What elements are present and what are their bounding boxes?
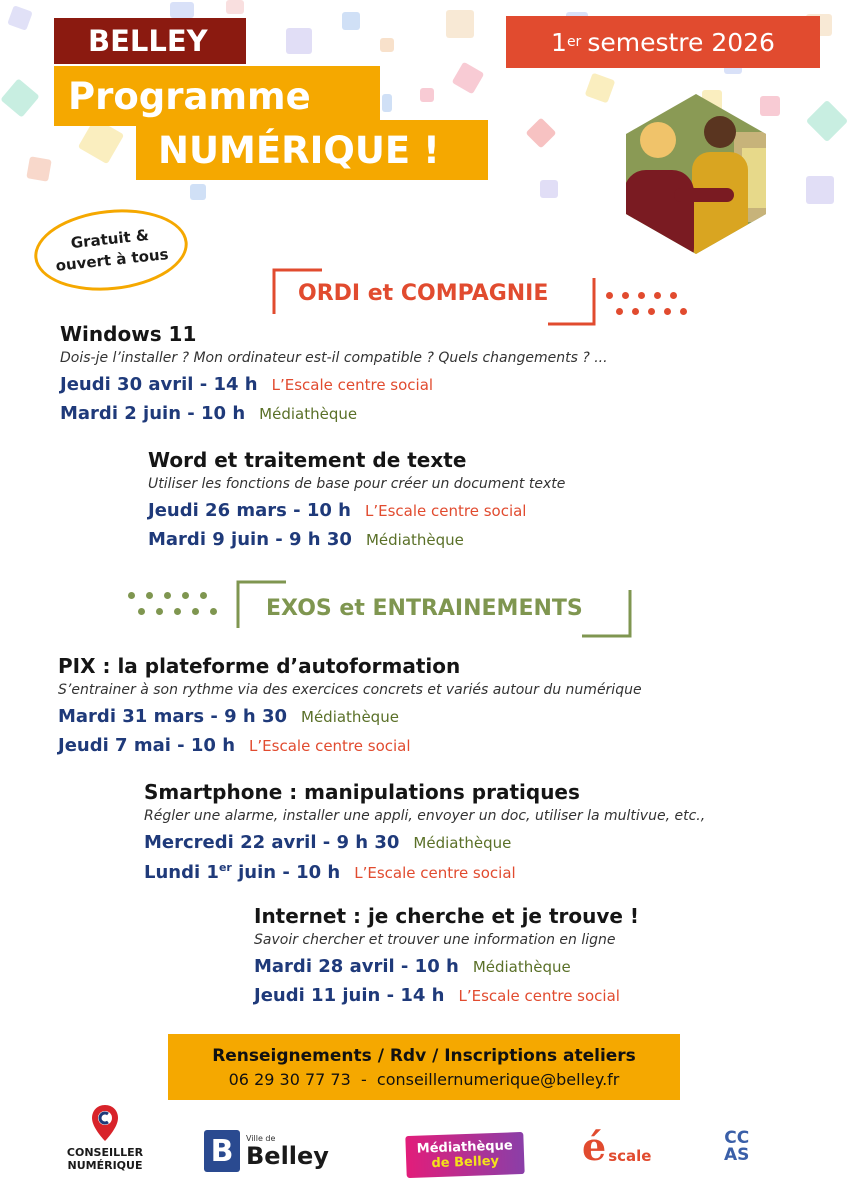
session-date: Jeudi 11 juin - 14 h — [254, 985, 445, 1006]
belley-big: Belley — [246, 1141, 329, 1170]
title-tag-line2 — [136, 120, 488, 180]
city-tag — [54, 18, 246, 64]
session-row — [144, 861, 705, 883]
session-date — [144, 861, 340, 883]
title-tag-line1 — [54, 66, 380, 126]
workshop-title: Word et traitement de texte — [148, 448, 467, 472]
contact-line — [229, 1070, 620, 1089]
session-row — [148, 500, 565, 521]
ccas-line2: AS — [724, 1145, 750, 1165]
conseiller-numerique-logo — [62, 1104, 148, 1172]
session-row — [60, 374, 608, 395]
session-row — [148, 529, 565, 550]
session-place: Médiathèque — [413, 834, 512, 852]
contact-separator: - — [360, 1069, 367, 1089]
escale-text: scale — [608, 1146, 652, 1165]
media-line1: Médiathèque — [416, 1138, 513, 1157]
workshop-internet — [254, 904, 639, 1006]
session-place: L’Escale centre social — [249, 737, 411, 755]
semester-tag — [506, 16, 820, 68]
belley-b-icon: B — [204, 1130, 240, 1172]
session-place: L’Escale centre social — [458, 987, 620, 1005]
badge-line2: ouvert à tous — [54, 245, 170, 275]
workshop-word — [148, 448, 565, 550]
session-row — [60, 403, 608, 424]
workshop-smartphone — [144, 780, 705, 883]
session-date: Jeudi 30 avril - 14 h — [60, 374, 258, 395]
free-badge — [30, 202, 192, 298]
workshop-windows — [60, 322, 608, 424]
ville-de-belley-logo — [204, 1130, 329, 1172]
session-date-prefix: Lundi 1 — [144, 862, 219, 883]
belley-small: Ville de — [246, 1133, 276, 1143]
session-row — [254, 985, 639, 1006]
title-line1: Programme — [68, 74, 311, 118]
contact-phone[interactable]: 06 29 30 77 73 — [228, 1069, 351, 1089]
workshop-subtitle: Utiliser les fonctions de base pour créer un document texte — [148, 476, 566, 492]
workshop-title: PIX : la plateforme d’autoformation — [58, 654, 461, 678]
workshop-pix — [58, 654, 642, 756]
cn-line2: NUMÉRIQUE — [67, 1159, 143, 1172]
session-place: Médiathèque — [365, 531, 464, 549]
session-date: Mardi 28 avril - 10 h — [254, 956, 459, 977]
session-date: Mardi 9 juin - 9 h 30 — [148, 529, 352, 550]
workshop-subtitle: Savoir chercher et trouver une information en ligne — [254, 932, 616, 948]
media-line2: de Belley — [431, 1153, 500, 1172]
session-date: Jeudi 26 mars - 10 h — [148, 500, 351, 521]
badge-line1: Gratuit & — [69, 226, 150, 253]
session-date-sup: er — [218, 861, 232, 874]
semester-text: semestre 2026 — [587, 27, 775, 57]
map-pin-icon — [91, 1104, 119, 1142]
ccas-line1: CC — [724, 1128, 750, 1148]
city-name: BELLEY — [88, 24, 208, 58]
contact-box — [168, 1034, 680, 1100]
session-date: Jeudi 7 mai - 10 h — [58, 735, 236, 756]
title-line2: NUMÉRIQUE ! — [158, 128, 440, 172]
ccas-logo — [724, 1130, 749, 1164]
section2-title: EXOS et ENTRAINEMENTS — [266, 596, 583, 621]
escale-e: é — [582, 1124, 607, 1169]
session-place: Médiathèque — [472, 958, 571, 976]
workshop-title: Smartphone : manipulations pratiques — [144, 780, 580, 804]
workshop-title: Internet : je cherche et je trouve ! — [254, 904, 640, 928]
escale-logo — [582, 1124, 651, 1169]
workshop-subtitle: Régler une alarme, installer une appli, envoyer un doc, utiliser la multivue, etc., — [144, 808, 706, 824]
cn-line1: CONSEILLER — [66, 1146, 144, 1159]
people-computer-illustration — [614, 92, 778, 256]
session-place: Médiathèque — [259, 405, 358, 423]
session-place: L’Escale centre social — [364, 502, 527, 520]
session-date: Mardi 2 juin - 10 h — [60, 403, 246, 424]
section1-title: ORDI et COMPAGNIE — [298, 281, 549, 306]
session-date: Mercredi 22 avril - 9 h 30 — [144, 832, 400, 853]
session-place: L’Escale centre social — [354, 864, 516, 882]
workshop-subtitle: S’entrainer à son rythme via des exercices concrets et variés autour du numérique — [58, 682, 642, 698]
session-place: L’Escale centre social — [271, 376, 434, 394]
mediatheque-logo — [405, 1132, 524, 1178]
workshop-subtitle: Dois-je l’installer ? Mon ordinateur est-il compatible ? Quels changements ? ... — [60, 350, 608, 366]
contact-email[interactable]: conseillernumerique@belley.fr — [376, 1069, 620, 1089]
workshop-title: Windows 11 — [60, 322, 197, 346]
session-place: Médiathèque — [301, 708, 399, 726]
semester-sup: er — [566, 34, 582, 50]
session-row — [58, 735, 642, 756]
session-date-suffix: juin - 10 h — [231, 862, 341, 883]
session-date: Mardi 31 mars - 9 h 30 — [58, 706, 287, 727]
contact-heading: Renseignements / Rdv / Inscriptions ateliers — [212, 1045, 636, 1066]
session-row — [58, 706, 642, 727]
semester-number: 1 — [551, 27, 567, 57]
session-row — [144, 832, 705, 853]
session-row — [254, 956, 639, 977]
